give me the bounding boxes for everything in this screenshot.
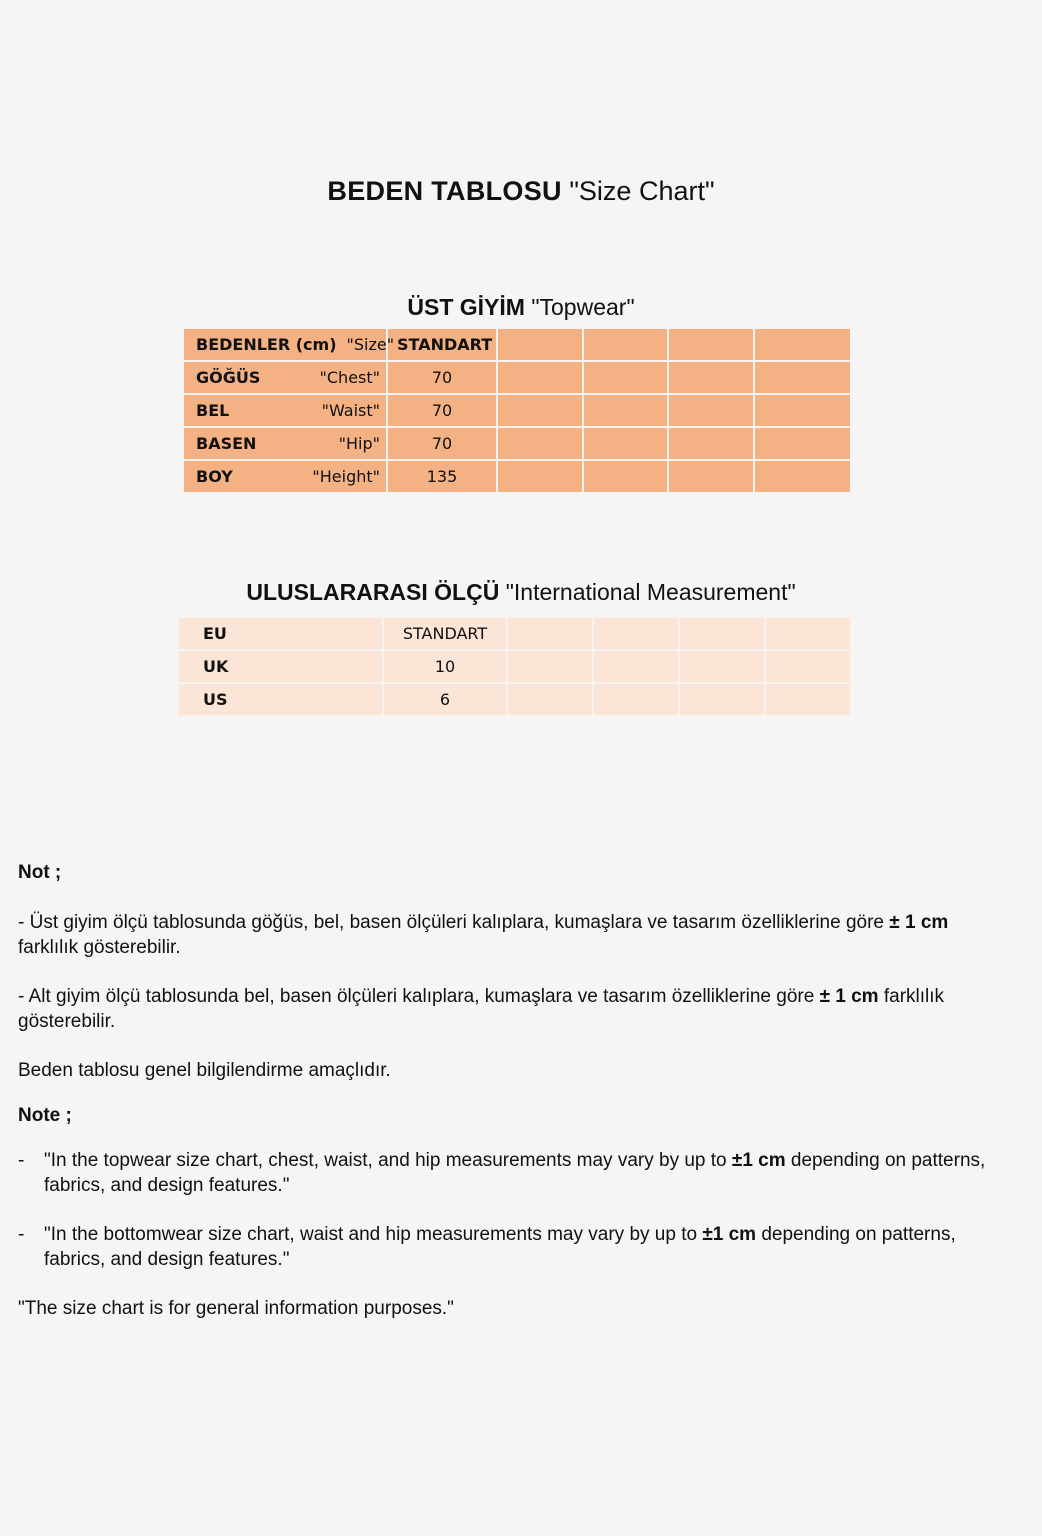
international-title-bold: ULUSLARARASI ÖLÇÜ [246, 579, 500, 605]
table-row [183, 361, 851, 394]
topwear-section-title [0, 294, 1042, 321]
table-row [178, 683, 851, 716]
international-section-title [0, 579, 1042, 606]
note-text: "In the bottomwear size chart, waist and hip measurements may vary by up to [44, 1224, 703, 1245]
height-label-cell [183, 460, 387, 493]
note-text: "In the topwear size chart, chest, waist, and hip measurements may vary by up to [44, 1150, 732, 1171]
row-label-english: "Chest" [319, 368, 380, 387]
row-label: BEDENLER (cm) [196, 335, 337, 354]
turkish-note-heading: Not ; [18, 862, 62, 883]
empty-cell [668, 394, 754, 427]
note-tolerance: ±1 cm [702, 1224, 757, 1245]
turkish-note-topwear [18, 910, 993, 960]
empty-cell [593, 617, 679, 650]
empty-cell [679, 650, 765, 683]
turkish-note-general: Beden tablosu genel bilgilendirme amaçlıdır. [18, 1060, 391, 1081]
row-label-english: "Waist" [321, 401, 380, 420]
empty-cell [668, 427, 754, 460]
english-note-topwear [18, 1148, 993, 1198]
uk-label-cell: UK [178, 650, 383, 683]
chest-label-cell [183, 361, 387, 394]
empty-cell [679, 683, 765, 716]
us-value-cell: 6 [383, 683, 507, 716]
row-label-english: "Height" [312, 467, 380, 486]
empty-cell [507, 650, 593, 683]
note-text: farklılık gösterebilir. [18, 986, 945, 1032]
note-text: farklılık gösterebilir. [18, 937, 181, 958]
empty-cell [754, 361, 851, 394]
note-text: depending on patterns, fabrics, and design features." [44, 1224, 956, 1270]
empty-cell [507, 617, 593, 650]
note-text-block [44, 1222, 993, 1272]
chest-value-cell: 70 [387, 361, 497, 394]
international-size-table [177, 616, 852, 717]
note-tolerance: ± 1 cm [819, 986, 879, 1007]
uk-value-cell: 10 [383, 650, 507, 683]
empty-cell [754, 328, 851, 361]
table-row [178, 650, 851, 683]
note-text: - Üst giyim ölçü tablosunda göğüs, bel, basen ölçüleri kalıplara, kumaşlara ve tasarım özelliklerine göre [18, 912, 890, 933]
page-title [0, 176, 1042, 207]
topwear-size-table [182, 327, 852, 494]
empty-cell [679, 617, 765, 650]
waist-value-cell: 70 [387, 394, 497, 427]
row-label: BEL [196, 401, 230, 420]
row-label-english: "Size" [346, 335, 395, 354]
empty-cell [754, 427, 851, 460]
empty-cell [754, 394, 851, 427]
empty-cell [668, 361, 754, 394]
empty-cell [583, 460, 668, 493]
eu-label-cell: EU [178, 617, 383, 650]
empty-cell [668, 328, 754, 361]
note-tolerance: ±1 cm [731, 1150, 786, 1171]
empty-cell [497, 460, 583, 493]
page-title-bold: BEDEN TABLOSU [327, 176, 562, 206]
page-title-english: "Size Chart" [569, 176, 715, 206]
turkish-note-bottomwear [18, 984, 993, 1034]
list-dash: - [18, 1150, 25, 1171]
empty-cell [593, 650, 679, 683]
empty-cell [583, 328, 668, 361]
height-value-cell: 135 [387, 460, 497, 493]
table-row [183, 427, 851, 460]
size-value-cell: STANDART [387, 328, 497, 361]
note-text-block [44, 1148, 993, 1198]
empty-cell [765, 650, 851, 683]
empty-cell [507, 683, 593, 716]
note-text: depending on patterns, fabrics, and design features." [44, 1150, 986, 1196]
hip-value-cell: 70 [387, 427, 497, 460]
topwear-title-english: "Topwear" [531, 294, 635, 320]
topwear-title-bold: ÜST GİYİM [407, 294, 525, 320]
empty-cell [583, 427, 668, 460]
empty-cell [583, 361, 668, 394]
english-note-general: "The size chart is for general information purposes." [18, 1298, 454, 1319]
eu-value-cell: STANDART [383, 617, 507, 650]
empty-cell [765, 683, 851, 716]
empty-cell [765, 617, 851, 650]
empty-cell [497, 427, 583, 460]
note-text: - Alt giyim ölçü tablosunda bel, basen ölçüleri kalıplara, kumaşlara ve tasarım özelliklerine göre [18, 986, 820, 1007]
empty-cell [497, 394, 583, 427]
empty-cell [583, 394, 668, 427]
empty-cell [497, 328, 583, 361]
international-title-english: "International Measurement" [505, 579, 796, 605]
row-label: BASEN [196, 434, 257, 453]
table-row [183, 460, 851, 493]
empty-cell [754, 460, 851, 493]
empty-cell [593, 683, 679, 716]
size-header-cell [183, 328, 395, 361]
empty-cell [497, 361, 583, 394]
note-tolerance: ± 1 cm [889, 912, 949, 933]
english-note-bottomwear [18, 1222, 993, 1272]
row-label: GÖĞÜS [196, 368, 261, 387]
list-dash: - [18, 1224, 25, 1245]
empty-cell [668, 460, 754, 493]
hip-label-cell [183, 427, 387, 460]
table-row [183, 328, 851, 361]
us-label-cell: US [178, 683, 383, 716]
english-note-heading: Note ; [18, 1105, 72, 1126]
row-label: BOY [196, 467, 233, 486]
row-label-english: "Hip" [338, 434, 380, 453]
table-row [178, 617, 851, 650]
table-row [183, 394, 851, 427]
waist-label-cell [183, 394, 387, 427]
